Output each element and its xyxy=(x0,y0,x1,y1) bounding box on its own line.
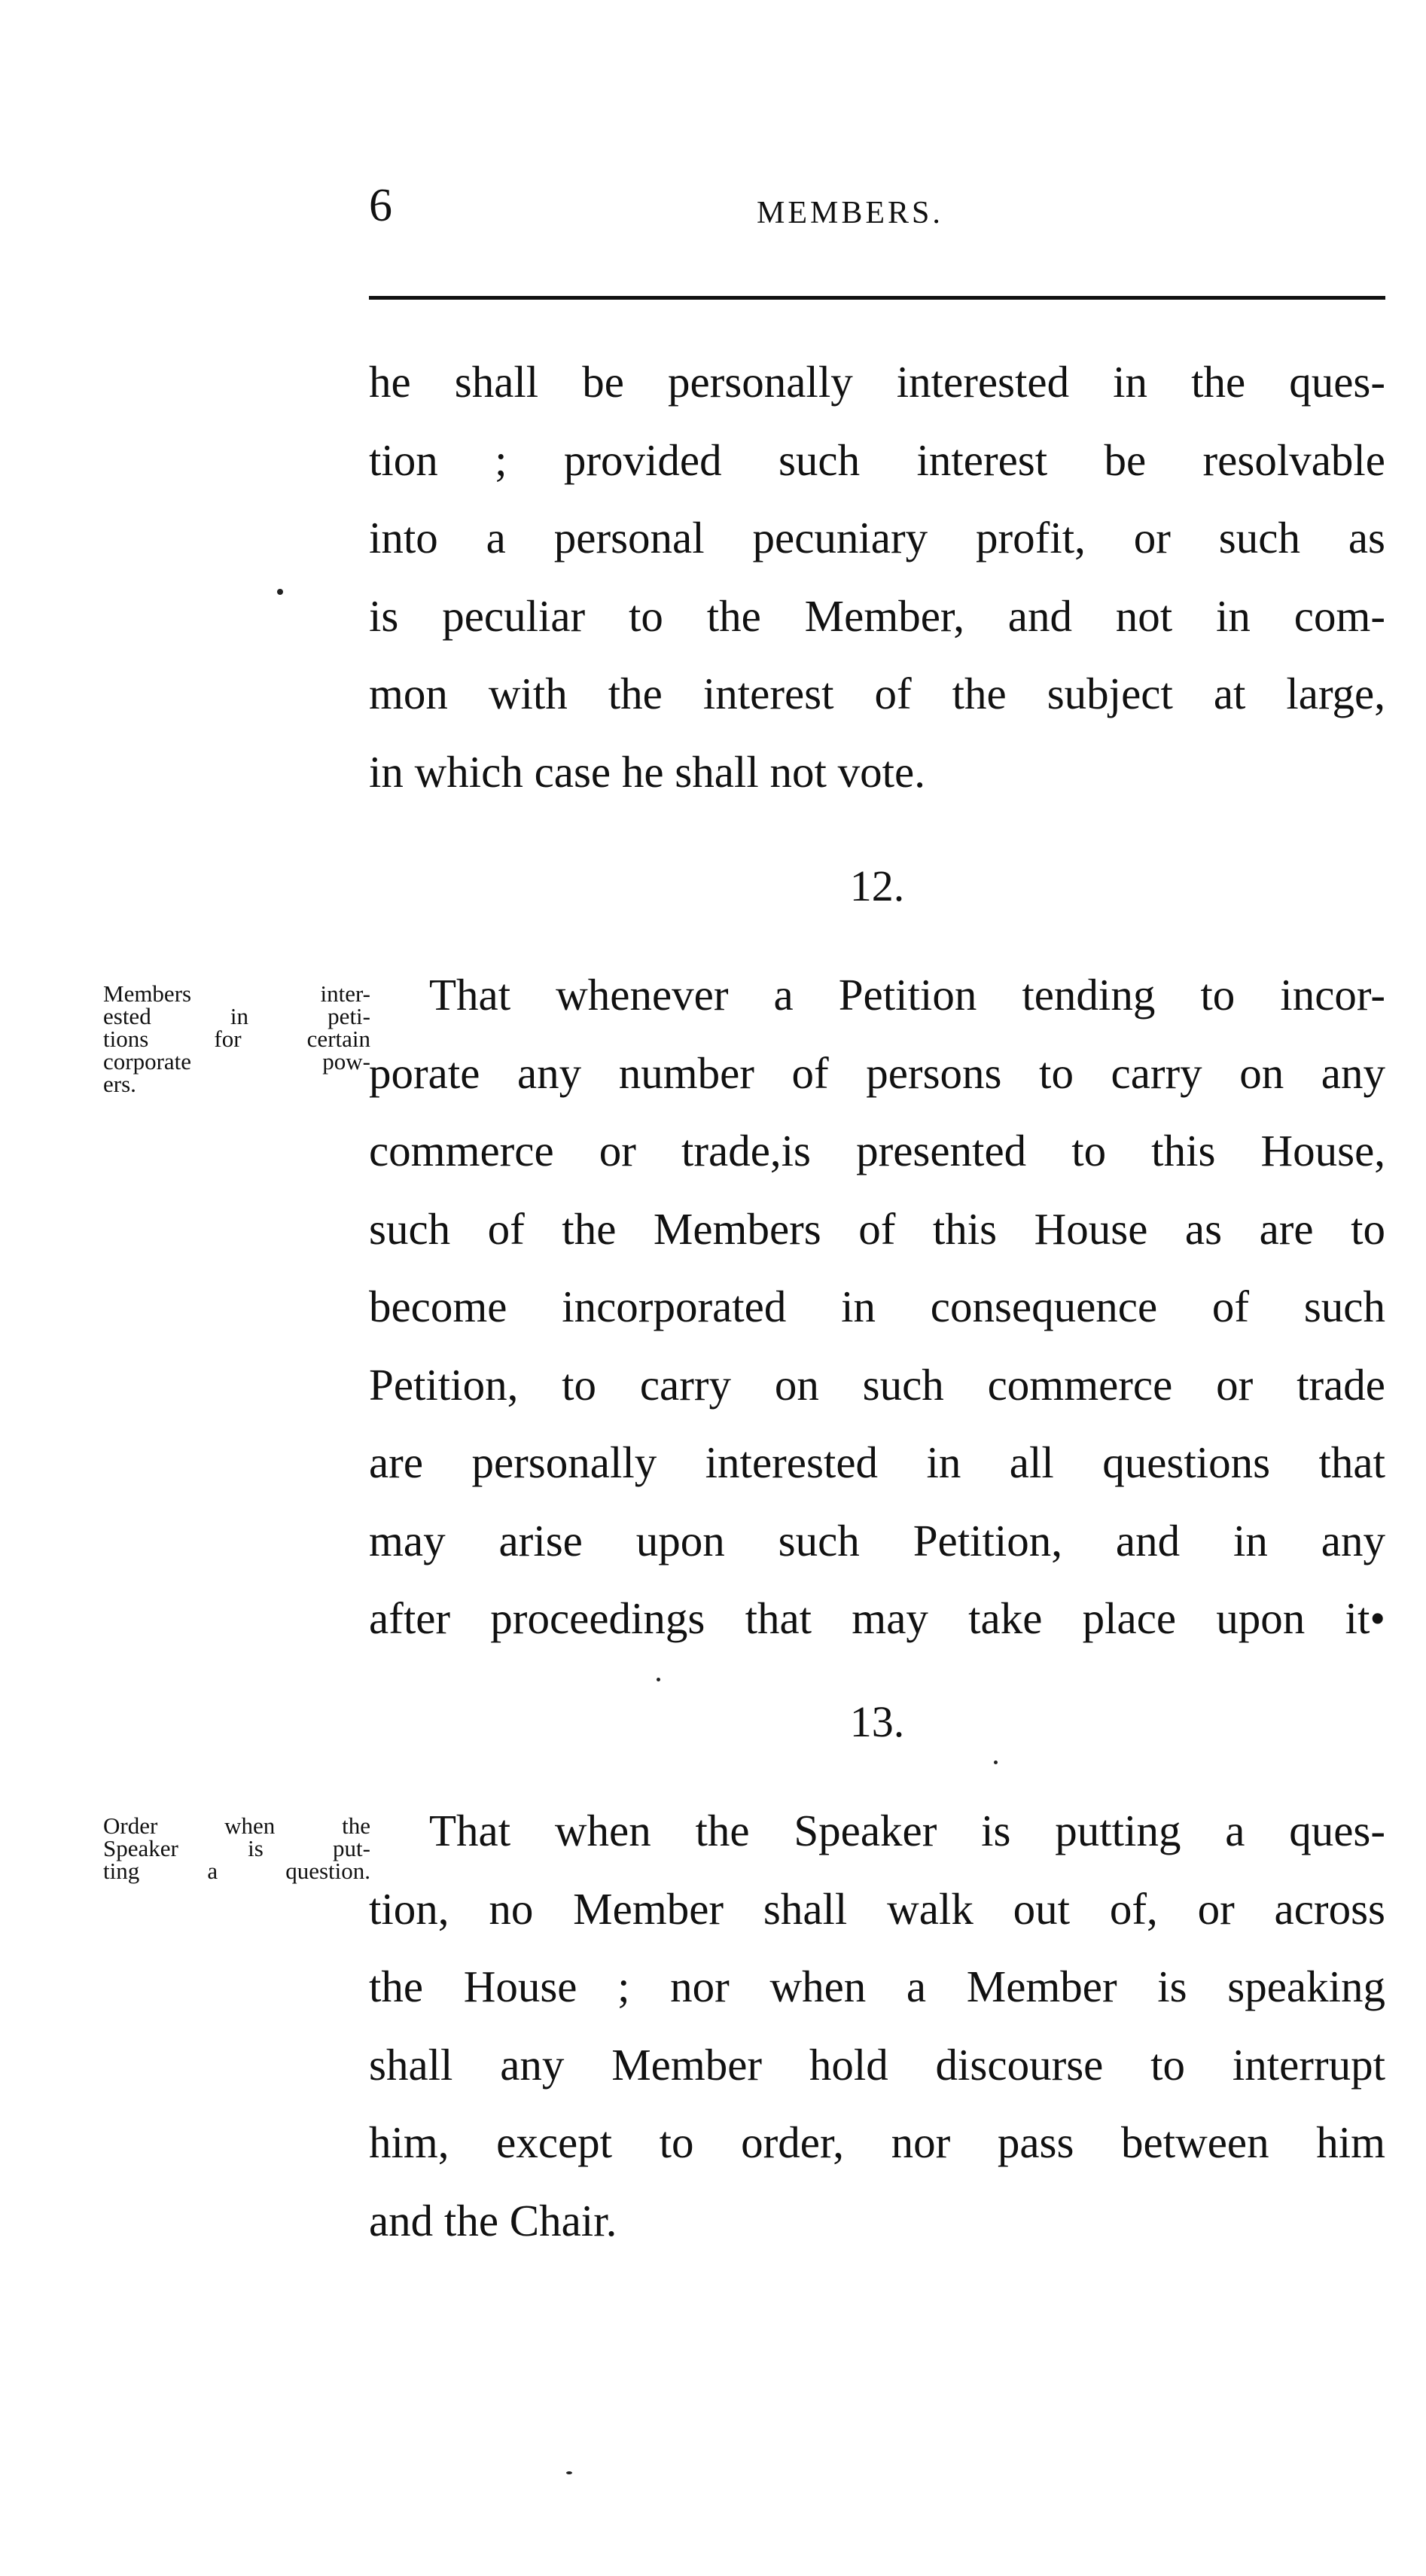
margin-note-line: ting a question. xyxy=(103,1858,370,1884)
margin-note xyxy=(103,980,370,1097)
section-paragraph xyxy=(369,956,1385,1658)
text-line: That whenever a Petition tending to incor- xyxy=(429,970,1385,1020)
continuation-paragraph xyxy=(369,343,1385,811)
section-number: 13. xyxy=(849,1697,905,1746)
margin-note xyxy=(103,1812,370,1884)
text-line: mon with the interest of the subject at large, xyxy=(369,669,1385,718)
margin-note-line: ers. xyxy=(103,1071,136,1097)
text-line: tion, no Member shall walk out of, or across xyxy=(369,1883,1385,1934)
text-line: into a personal pecuniary profit, or such as xyxy=(369,513,1385,562)
margin-note-line: Members inter- xyxy=(103,980,370,1007)
page-number: 6 xyxy=(369,180,392,231)
margin-note-line: Speaker is put- xyxy=(103,1835,370,1861)
scan-speck xyxy=(277,589,283,595)
text-line: after proceedings that may take place upon it• xyxy=(369,1593,1385,1643)
text-line: porate any number of persons to carry on any xyxy=(369,1047,1385,1098)
text-line: commerce or trade,is presented to this House, xyxy=(369,1126,1385,1175)
text-line: he shall be personally interested in the ques- xyxy=(369,357,1385,407)
text-line: shall any Member hold discourse to interrupt xyxy=(369,2039,1385,2090)
text-line: tion ; provided such interest be resolvable xyxy=(369,434,1385,485)
text-line: That when the Speaker is putting a ques- xyxy=(429,1806,1385,1855)
running-head: MEMBERS. xyxy=(757,196,943,230)
text-line: is peculiar to the Member, and not in com- xyxy=(369,590,1385,641)
text-line: may arise upon such Petition, and in any xyxy=(369,1515,1385,1565)
scan-speck xyxy=(657,1678,660,1681)
text-line: such of the Members of this House as are to xyxy=(369,1203,1385,1254)
margin-note-line: tions for certain xyxy=(103,1026,370,1052)
text-line: Petition, to carry on such commerce or trade xyxy=(369,1359,1385,1410)
scan-speck xyxy=(566,2471,572,2474)
text-line: in which case he shall not vote. xyxy=(369,746,925,797)
section-number: 12. xyxy=(849,861,905,910)
margin-note-line: ested in peti- xyxy=(103,1003,370,1029)
text-line: the House ; nor when a Member is speaking xyxy=(369,1962,1385,2011)
text-line: are personally interested in all questions that xyxy=(369,1437,1385,1487)
header-rule xyxy=(369,296,1385,300)
text-line: him, except to order, nor pass between him xyxy=(369,2117,1385,2167)
text-line: become incorporated in consequence of such xyxy=(369,1282,1385,1331)
text-line: and the Chair. xyxy=(369,2195,617,2245)
section-paragraph xyxy=(369,1792,1385,2260)
margin-note-line: corporate pow- xyxy=(103,1048,370,1075)
margin-note-line: Order when the xyxy=(103,1812,370,1839)
scan-speck xyxy=(994,1761,998,1764)
